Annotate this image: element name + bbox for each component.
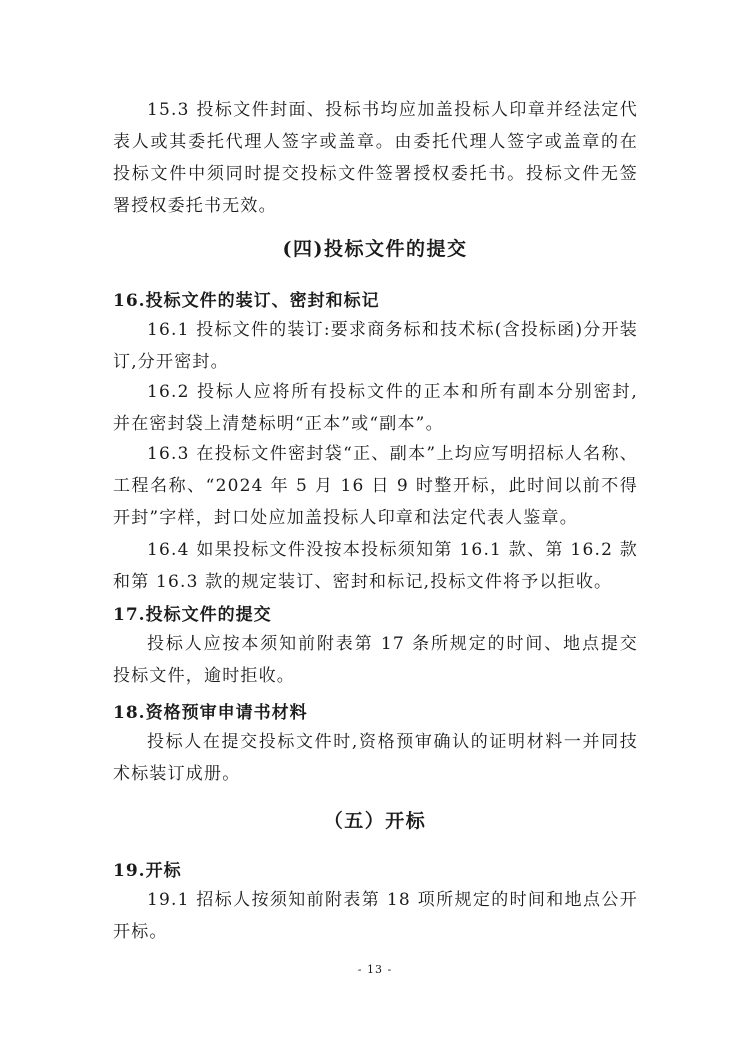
- item-19-heading: 19.开标: [113, 861, 182, 881]
- section-4-heading: (四)投标文件的提交: [282, 238, 468, 260]
- paragraph-16-2: 16.2 投标人应将所有投标文件的正本和所有副本分别密封,并在密封袋上清楚标明“正本”或“副本”。: [113, 382, 638, 434]
- paragraph-16-3: 16.3 在投标文件密封袋“正、副本”上均应写明招标人名称、工程名称、“2024 年 5 月 16 日 9 时整开标，此时间以前不得开封”字样，封口处应加盖投标人印章和法定代表人鉴章。: [113, 444, 638, 528]
- paragraph-18: 投标人在提交投标文件时,资格预审确认的证明材料一并同技术标装订成册。: [113, 732, 638, 784]
- paragraph-15-3: 15.3 投标文件封面、投标书均应加盖投标人印章并经法定代表人或其委托代理人签字或盖章。由委托代理人签字或盖章的在投标文件中须同时提交投标文件签署授权委托书。投标文件无签署授权委托书无效。: [113, 100, 638, 216]
- item-18-heading: 18.资格预审申请书材料: [113, 703, 308, 723]
- paragraph-19-1: 19.1 招标人按须知前附表第 18 项所规定的时间和地点公开开标。: [113, 890, 638, 942]
- paragraph-17: 投标人应按本须知前附表第 17 条所规定的时间、地点提交投标文件，逾时拒收。: [113, 634, 638, 686]
- paragraph-16-4: 16.4 如果投标文件没按本投标须知第 16.1 款、第 16.2 款和第 16.3 款的规定装订、密封和标记,投标文件将予以拒收。: [113, 540, 638, 592]
- item-16-heading: 16.投标文件的装订、密封和标记: [113, 291, 380, 311]
- page-number: - 13 -: [357, 963, 393, 976]
- item-17-heading: 17.投标文件的提交: [113, 605, 272, 625]
- section-5-heading: （五）开标: [323, 810, 427, 832]
- paragraph-16-1: 16.1 投标文件的装订:要求商务标和技术标(含投标函)分开装订,分开密封。: [113, 320, 638, 372]
